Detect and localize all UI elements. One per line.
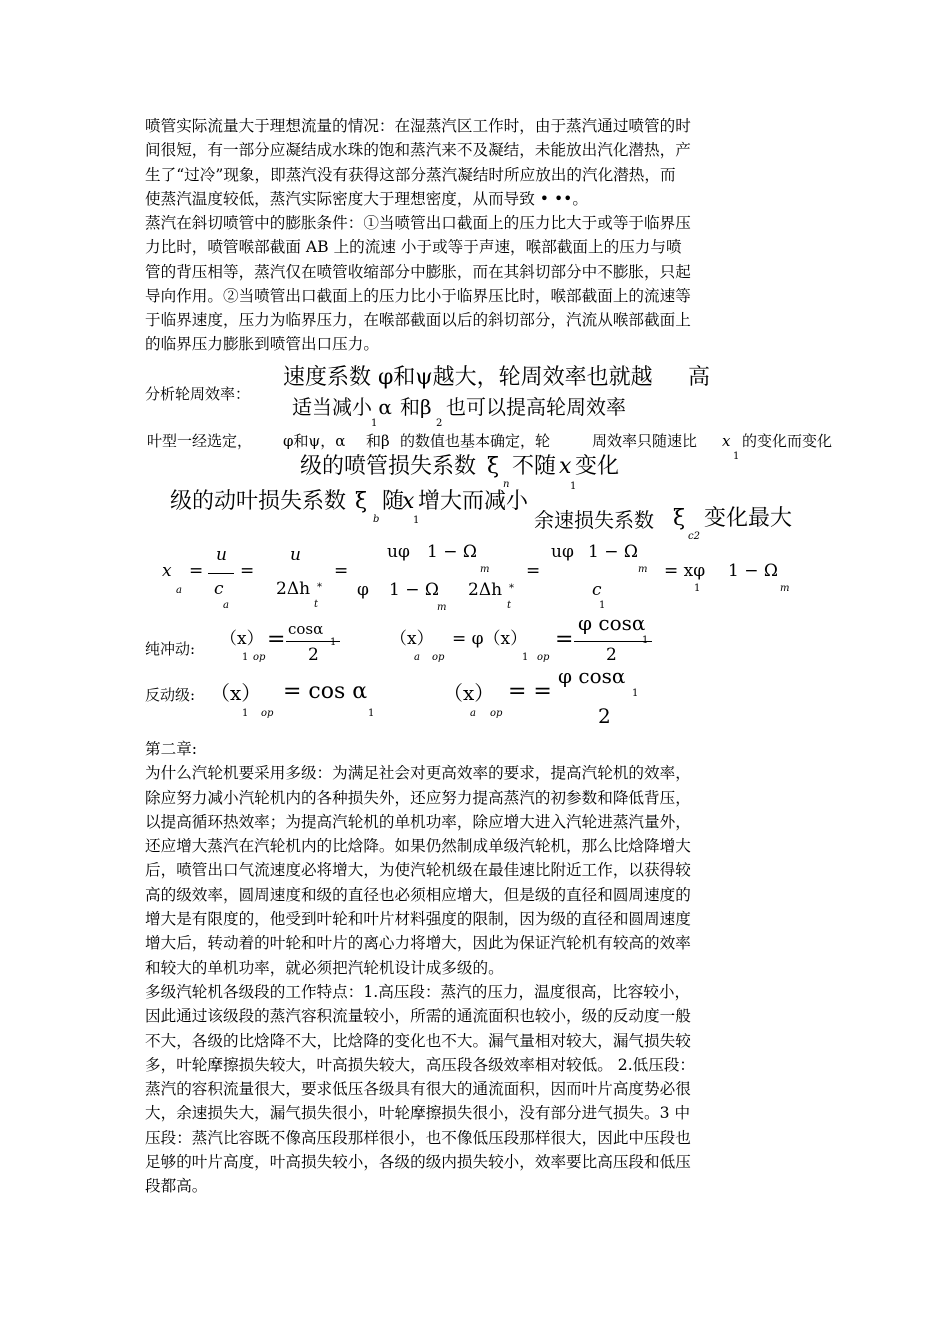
and-beta-text: 和β bbox=[400, 395, 432, 419]
text-line: 管的背压相等，蒸汽仅在喷管收缩部分中膨胀，而在其斜切部分中不膨胀，只起 bbox=[145, 262, 691, 281]
text-line: 高的级效率，圆周速度和级的直径也必须相应增大，但是级的直径和圆周速度的 bbox=[145, 885, 691, 904]
equals-sign: = bbox=[189, 561, 204, 581]
subscript-1: 1 bbox=[570, 481, 577, 492]
reduce-alpha-text: 适当减小 α bbox=[292, 395, 392, 419]
subscript-m: m bbox=[638, 564, 648, 575]
velocity-coefficient-line: 速度系数 φ和ψ越大，轮周效率也就越 bbox=[283, 365, 653, 390]
subscript-t: t bbox=[314, 599, 319, 610]
text-line: 喷管实际流量大于理想流量的情况：在湿蒸汽区工作时，由于蒸汽通过喷管的时 bbox=[145, 117, 691, 135]
xa-op-term: （x） bbox=[390, 629, 434, 649]
one-minus-omega: 1 − Ω bbox=[427, 542, 477, 562]
equals-cos-alpha: = cos α bbox=[283, 679, 368, 704]
and-beta-text-2: 和β bbox=[366, 432, 390, 450]
blade-loss-text: 级的动叶损失系数 bbox=[170, 489, 347, 514]
values-determined-text: 的数值也基本确定，轮 bbox=[400, 432, 551, 450]
equals-sign: = bbox=[334, 561, 349, 581]
nozzle-loss-text: 级的喷管损失系数 bbox=[300, 454, 477, 479]
text-line: 大，余速损失大，漏气损失很小，叶轮摩擦损失很小，没有部分进气损失。3 中 bbox=[145, 1104, 691, 1123]
star-symbol: * bbox=[509, 583, 514, 594]
oblique-nozzle-expansion-paragraph bbox=[145, 211, 810, 357]
fraction-bar bbox=[208, 573, 234, 574]
text-line: 还应增大蒸汽在汽轮机内的比焓降。如果仍然制成单级汽轮机，那么比焓降增大 bbox=[145, 837, 691, 856]
text-line: 生了“过冷”现象，即蒸汽没有获得这部分蒸汽凝结时所应放出的汽化潜热，而 bbox=[145, 165, 676, 184]
text-line: 使蒸汽温度较低，蒸汽实际密度大于理想密度，从而导致 • ••。 bbox=[145, 189, 588, 208]
x1-phi-term: = xφ bbox=[664, 561, 706, 581]
subscript-op: op bbox=[253, 652, 266, 663]
text-line: 间很短，有一部分应凝结成水珠的饱和蒸汽来不及凝结，未能放出汽化潜热，产 bbox=[145, 141, 691, 160]
x-symbol: x bbox=[722, 432, 731, 450]
subscript-1: 1 bbox=[733, 451, 740, 462]
reaction-label: 反动级: bbox=[145, 686, 196, 704]
subscript-m: m bbox=[437, 602, 447, 613]
text-line: 后，喷管出口气流速度必将增大，为使汽轮机级在最佳速比附近工作，以获得较 bbox=[145, 861, 691, 880]
phi-symbol: φ bbox=[357, 580, 369, 600]
subscript-1: 1 bbox=[368, 708, 375, 719]
x1-op-term: （x） bbox=[220, 629, 264, 649]
text-line: 除应努力减小汽轮机内的各种损失外，还应努力提高蒸汽的初参数和降低背压， bbox=[145, 788, 691, 807]
subscript-op: op bbox=[537, 652, 550, 663]
text-line: 因此通过该级段的蒸汽容积流量较小，所需的通流面积也较小，级的反动度一般 bbox=[145, 1007, 691, 1026]
xa-op-term: （x） bbox=[443, 681, 495, 705]
text-line: 段都高。 bbox=[145, 1177, 208, 1196]
text-line: 多级汽轮机各级段的工作特点：1.高压段：蒸汽的压力，温度很高，比容较小， bbox=[145, 982, 691, 1001]
subscript-1: 1 bbox=[694, 583, 701, 594]
c-symbol: c bbox=[214, 579, 224, 599]
text-line: 于临界速度，压力为临界压力，在喉部截面以后的斜切部分，汽流从喉部截面上 bbox=[145, 311, 691, 330]
c-symbol: c bbox=[592, 580, 602, 600]
text-line: 导向作用。②当喷管出口截面上的压力比小于临界压比时，喉部截面上的流速等 bbox=[145, 286, 691, 305]
subscript-2: 2 bbox=[436, 418, 443, 429]
chapter2-section bbox=[145, 737, 810, 1199]
subscript-a: a bbox=[470, 708, 476, 719]
equals-sign: = bbox=[555, 627, 574, 652]
subscript-1: 1 bbox=[599, 600, 606, 611]
phi-psi-alpha-text: φ和ψ，α bbox=[283, 432, 346, 450]
one-minus-omega: 1 − Ω bbox=[728, 561, 778, 581]
subscript-op: op bbox=[261, 708, 274, 719]
change-text: 变化 bbox=[575, 454, 620, 479]
varies-text: 的变化而变化 bbox=[742, 432, 833, 450]
subscript-m: m bbox=[480, 564, 490, 575]
u-phi-term: uφ bbox=[387, 542, 410, 562]
star-symbol: * bbox=[317, 582, 322, 593]
subscript-1: 1 bbox=[522, 652, 529, 663]
double-equals: = = bbox=[508, 679, 552, 704]
subscript-1: 1 bbox=[242, 652, 249, 663]
text-line: 足够的叶片高度，叶高损失较小，各级的级内损失较小，效率要比高压段和低压 bbox=[145, 1153, 691, 1172]
subscript-a: a bbox=[414, 652, 420, 663]
text-line: 蒸汽的容积流量很大，要求低压各级具有很大的通流面积，因而叶片高度势必很 bbox=[145, 1080, 691, 1099]
u-symbol: u bbox=[290, 545, 301, 565]
cos-alpha: cosα bbox=[288, 620, 324, 638]
speed-ratio-text: 周效率只随速比 bbox=[592, 432, 698, 450]
equals-phi-x1: = φ（x） bbox=[452, 629, 528, 649]
nozzle-flow-paragraph bbox=[145, 114, 810, 211]
blade-profile-text: 叶型一经选定， bbox=[147, 432, 253, 450]
text-line: 和较大的单机功率，就必须把汽轮机设计成多级的。 bbox=[145, 958, 504, 977]
largest-change-text: 变化最大 bbox=[704, 506, 793, 531]
subscript-b: b bbox=[373, 514, 380, 525]
phi-cos-alpha: φ cosα bbox=[558, 664, 626, 688]
subscript-1: 1 bbox=[371, 418, 378, 429]
x1-op-term: （x） bbox=[210, 681, 262, 705]
u-symbol: u bbox=[216, 545, 227, 565]
denominator-two: 2 bbox=[308, 645, 319, 665]
one-minus-omega: 1 − Ω bbox=[588, 542, 638, 562]
enthalpy-drop: 2Δh bbox=[468, 580, 503, 600]
text-line: 增大是有限度的，他受到叶轮和叶片材料强度的限制，因为级的直径和圆周速度 bbox=[145, 910, 691, 929]
subscript-1: 1 bbox=[413, 515, 420, 526]
x-symbol: x bbox=[402, 489, 415, 514]
equals-sign: = bbox=[240, 561, 255, 581]
impulse-label: 纯冲动: bbox=[145, 640, 196, 658]
xa-symbol: x bbox=[162, 561, 172, 581]
subscript-a: a bbox=[223, 600, 229, 611]
improve-efficiency-text: 也可以提高轮周效率 bbox=[446, 395, 626, 419]
subscript-n: n bbox=[503, 479, 510, 490]
subscript-1: 1 bbox=[632, 688, 639, 699]
subscript-1: 1 bbox=[330, 637, 337, 648]
phi-cos-alpha: φ cosα bbox=[578, 611, 646, 635]
with-text: 随 bbox=[382, 489, 405, 514]
subscript-op: op bbox=[490, 708, 503, 719]
subscript-t: t bbox=[507, 600, 512, 611]
text-line: 力比时，喷管喉部截面 AB 上的流速 小于或等于声速，喉部截面上的压力与喷 bbox=[145, 238, 682, 257]
subscript-c2: c2 bbox=[688, 531, 700, 542]
text-line: 为什么汽轮机要采用多级：为满足社会对更高效率的要求，提高汽轮机的效率， bbox=[145, 764, 691, 783]
equals-sign: = bbox=[267, 627, 286, 652]
xi-symbol: ξ bbox=[355, 489, 368, 514]
subscript-a: a bbox=[176, 585, 182, 596]
decrease-text: 增大而减小 bbox=[418, 489, 529, 514]
fraction-bar bbox=[574, 641, 652, 642]
xi-symbol: ξ bbox=[487, 454, 500, 479]
subscript-op: op bbox=[432, 652, 445, 663]
text-line: 蒸汽在斜切喷管中的膨胀条件：①当喷管出口截面上的压力比大于或等于临界压 bbox=[145, 214, 691, 232]
subscript-1: 1 bbox=[242, 708, 249, 719]
chapter-heading: 第二章: bbox=[145, 740, 198, 758]
text-line: 不大，各级的比焓降不大，比焓降的变化也不大。漏气量相对较大，漏气损失较 bbox=[145, 1031, 691, 1050]
residual-loss-text: 余速损失系数 bbox=[534, 508, 654, 532]
not-with-text: 不随 bbox=[512, 454, 557, 479]
xi-symbol: ξ bbox=[673, 506, 686, 531]
text-line: 以提高循环热效率；为提高汽轮机的单机功率，除应增大进入汽轮进蒸汽量外， bbox=[145, 812, 691, 831]
u-phi-term: uφ bbox=[551, 542, 574, 562]
text-line: 增大后，转动着的叶轮和叶片的离心力将增大，因此为保证汽轮机有较高的效率 bbox=[145, 934, 691, 953]
enthalpy-drop: 2Δh bbox=[276, 579, 311, 599]
text-line: 的临界压力膨胀到喷管出口压力。 bbox=[145, 335, 379, 354]
one-minus-omega: 1 − Ω bbox=[389, 580, 439, 600]
x-symbol: x bbox=[559, 454, 572, 479]
text-line: 压段：蒸汽比容既不像高压段那样很小，也不像低压段那样很大，因此中压段也 bbox=[145, 1128, 691, 1147]
denominator-two: 2 bbox=[606, 645, 617, 665]
subscript-m: m bbox=[780, 583, 790, 594]
denominator-two: 2 bbox=[598, 704, 611, 728]
subscript-1: 1 bbox=[642, 635, 649, 646]
text-line: 多，叶轮摩擦损失较大，叶高损失较大，高压段各级效率相对较低。 2.低压段： bbox=[145, 1055, 696, 1074]
efficiency-label: 分析轮周效率： bbox=[145, 385, 251, 403]
equals-sign: = bbox=[526, 561, 541, 581]
velocity-coefficient-line-end: 高 bbox=[688, 365, 711, 390]
